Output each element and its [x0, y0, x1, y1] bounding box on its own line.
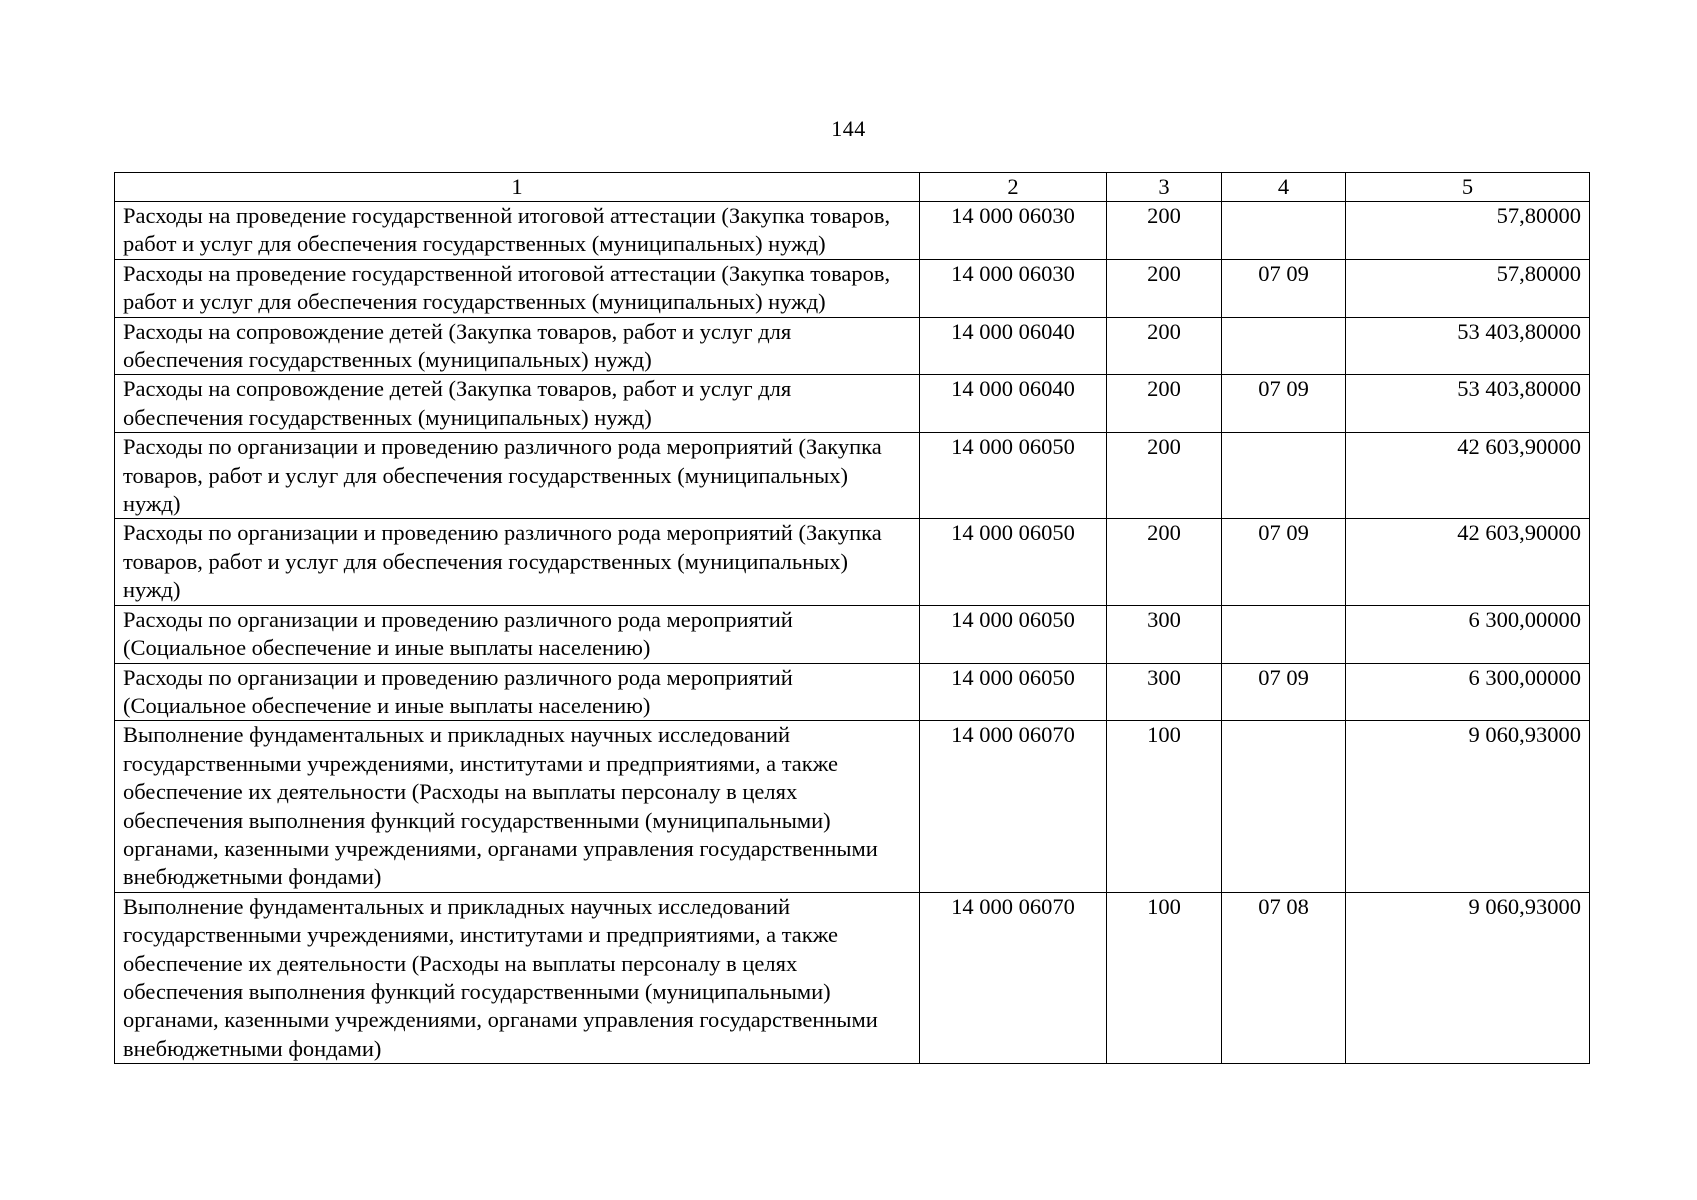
- row-section: 07 09: [1222, 259, 1346, 317]
- row-amount: 42 603,90000: [1346, 433, 1590, 519]
- row-target-code: 14 000 06030: [920, 202, 1107, 260]
- row-expense-type: 300: [1107, 605, 1222, 663]
- column-header-3: 3: [1107, 173, 1222, 202]
- table-row: [115, 375, 1590, 433]
- row-amount: 6 300,00000: [1346, 605, 1590, 663]
- row-description: Расходы на проведение государственной итоговой аттестации (Закупка товаров, работ и услуг для обеспечения государственных (муниципальных) нужд): [115, 259, 920, 317]
- row-section: 07 09: [1222, 663, 1346, 721]
- row-description: Выполнение фундаментальных и прикладных научных исследований государственными учреждениями, институтами и предприятиями, а также обеспечение их деятельности (Расходы на выплаты персоналу в целях обеспечения выполнения функций государственными (муниципальными) органами, казенными учреждениями, органами управления государственными внебюджетными фондами): [115, 721, 920, 892]
- row-target-code: 14 000 06050: [920, 519, 1107, 605]
- row-amount: 9 060,93000: [1346, 721, 1590, 892]
- row-target-code: 14 000 06070: [920, 721, 1107, 892]
- table-row: [115, 259, 1590, 317]
- table-row: [115, 605, 1590, 663]
- row-description: Выполнение фундаментальных и прикладных научных исследований государственными учреждениями, институтами и предприятиями, а также обеспечение их деятельности (Расходы на выплаты персоналу в целях обеспечения выполнения функций государственными (муниципальными) органами, казенными учреждениями, органами управления государственными внебюджетными фондами): [115, 892, 920, 1063]
- row-section: [1222, 202, 1346, 260]
- row-expense-type: 200: [1107, 375, 1222, 433]
- row-amount: 9 060,93000: [1346, 892, 1590, 1063]
- row-target-code: 14 000 06070: [920, 892, 1107, 1063]
- table-row: [115, 317, 1590, 375]
- row-description: Расходы на сопровождение детей (Закупка товаров, работ и услуг для обеспечения государственных (муниципальных) нужд): [115, 375, 920, 433]
- row-description: Расходы по организации и проведению различного рода мероприятий (Социальное обеспечение и иные выплаты населению): [115, 605, 920, 663]
- row-target-code: 14 000 06030: [920, 259, 1107, 317]
- row-expense-type: 200: [1107, 202, 1222, 260]
- row-description: Расходы на сопровождение детей (Закупка товаров, работ и услуг для обеспечения государственных (муниципальных) нужд): [115, 317, 920, 375]
- table-row: [115, 663, 1590, 721]
- row-section: [1222, 433, 1346, 519]
- table-header-row: [115, 173, 1590, 202]
- row-section: [1222, 605, 1346, 663]
- row-amount: 57,80000: [1346, 202, 1590, 260]
- row-section: [1222, 721, 1346, 892]
- row-target-code: 14 000 06050: [920, 663, 1107, 721]
- row-target-code: 14 000 06040: [920, 375, 1107, 433]
- row-description: Расходы на проведение государственной итоговой аттестации (Закупка товаров, работ и услуг для обеспечения государственных (муниципальных) нужд): [115, 202, 920, 260]
- row-target-code: 14 000 06050: [920, 605, 1107, 663]
- row-amount: 42 603,90000: [1346, 519, 1590, 605]
- column-header-1: 1: [115, 173, 920, 202]
- budget-table: [114, 172, 1590, 1064]
- column-header-2: 2: [920, 173, 1107, 202]
- row-expense-type: 200: [1107, 259, 1222, 317]
- table-row: [115, 721, 1590, 892]
- row-description: Расходы по организации и проведению различного рода мероприятий (Закупка товаров, работ и услуг для обеспечения государственных (муниципальных) нужд): [115, 519, 920, 605]
- row-expense-type: 100: [1107, 892, 1222, 1063]
- row-target-code: 14 000 06040: [920, 317, 1107, 375]
- row-amount: 57,80000: [1346, 259, 1590, 317]
- row-expense-type: 100: [1107, 721, 1222, 892]
- row-expense-type: 200: [1107, 317, 1222, 375]
- row-expense-type: 200: [1107, 433, 1222, 519]
- table-row: [115, 202, 1590, 260]
- row-expense-type: 200: [1107, 519, 1222, 605]
- table-row: [115, 433, 1590, 519]
- row-amount: 53 403,80000: [1346, 317, 1590, 375]
- row-section: [1222, 317, 1346, 375]
- row-description: Расходы по организации и проведению различного рода мероприятий (Социальное обеспечение и иные выплаты населению): [115, 663, 920, 721]
- table-row: [115, 519, 1590, 605]
- row-section: 07 08: [1222, 892, 1346, 1063]
- row-section: 07 09: [1222, 519, 1346, 605]
- row-amount: 53 403,80000: [1346, 375, 1590, 433]
- row-expense-type: 300: [1107, 663, 1222, 721]
- row-section: 07 09: [1222, 375, 1346, 433]
- page-number: 144: [831, 116, 866, 141]
- row-target-code: 14 000 06050: [920, 433, 1107, 519]
- column-header-4: 4: [1222, 173, 1346, 202]
- row-amount: 6 300,00000: [1346, 663, 1590, 721]
- column-header-5: 5: [1346, 173, 1590, 202]
- row-description: Расходы по организации и проведению различного рода мероприятий (Закупка товаров, работ и услуг для обеспечения государственных (муниципальных) нужд): [115, 433, 920, 519]
- table-row: [115, 892, 1590, 1063]
